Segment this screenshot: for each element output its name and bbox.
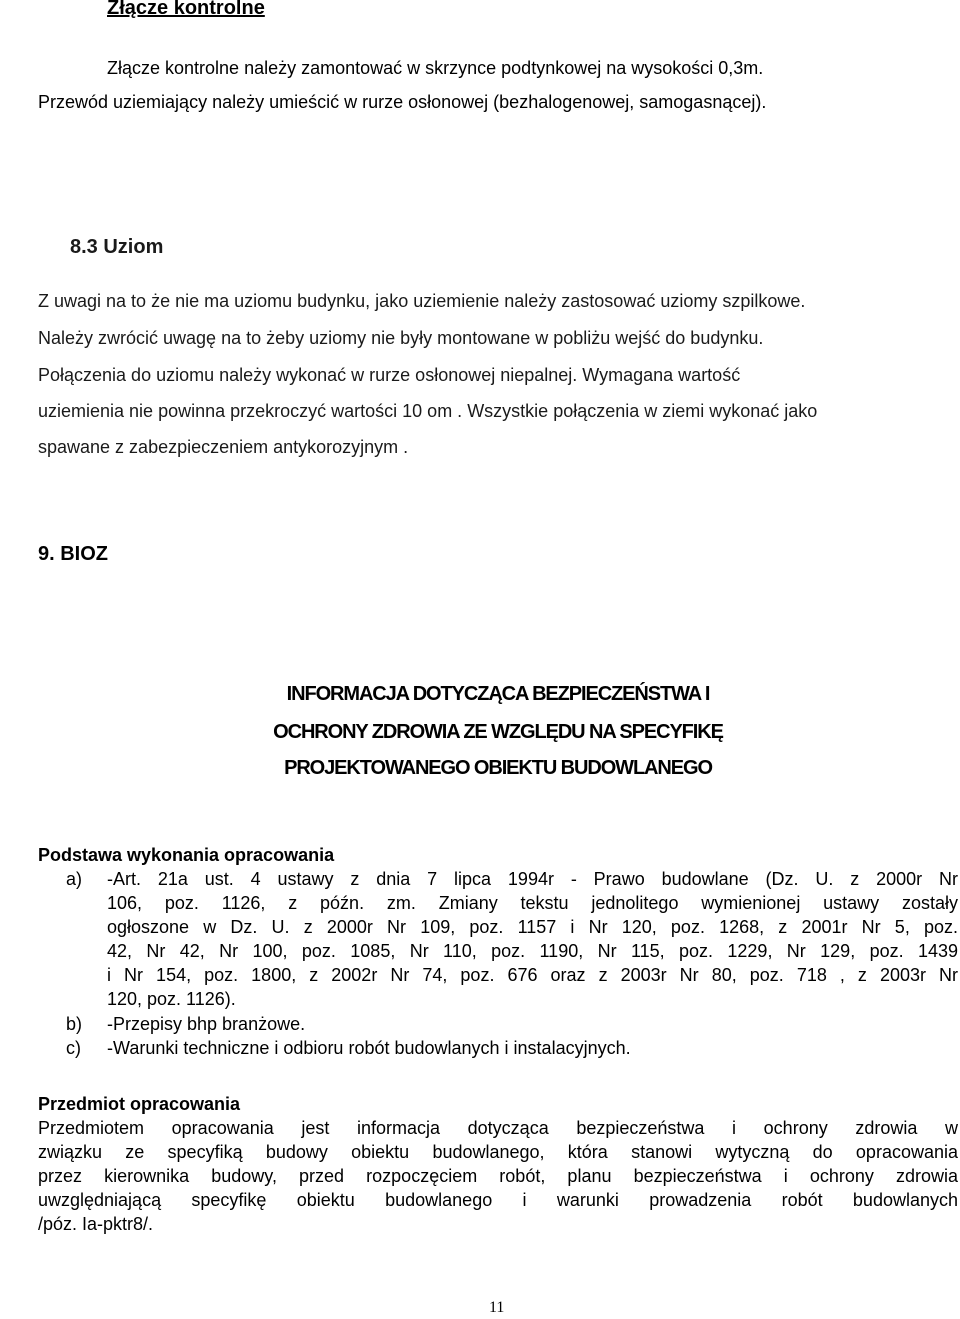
zlacze-line-2: Przewód uziemiający należy umieścić w rurze osłonowej (bezhalogenowej, samogasnącej). — [38, 92, 767, 112]
list-item-b: -Przepisy bhp branżowe. — [107, 1014, 306, 1034]
bioz-heading: 9. BIOZ — [38, 543, 109, 565]
uziom-line: Należy zwrócić uwagę na to żeby uziomy nie były montowane w pobliżu wejść do budynku. — [38, 328, 764, 348]
list-item-c: -Warunki techniczne i odbioru robót budowlanych i instalacyjnych. — [107, 1038, 631, 1058]
list-item-a-line: 120, poz. 1126). — [107, 989, 236, 1009]
uziom-line: Z uwagi na to że nie ma uziomu budynku, jako uziemienie należy zastosować uziomy szpilkowe. — [38, 291, 806, 311]
list-marker-a: a) — [66, 869, 83, 889]
przedmiot-line: Przedmiotem opracowania jest informacja dotycząca bezpieczeństwa i ochrony zdrowia w — [38, 1118, 958, 1138]
list-item-a-line: 106, poz. 1126, z późn. zm. Zmiany tekstu jednolitego wymienionej ustawy zostały — [107, 893, 958, 913]
uziom-line: uziemienia nie powinna przekroczyć wartości 10 om . Wszystkie połączenia w ziemi wykonać jako — [38, 401, 818, 421]
list-item-a-line: -Art. 21a ust. 4 ustawy z dnia 7 lipca 1994r - Prawo budowlane (Dz. U. z 2000r Nr — [107, 869, 958, 889]
przedmiot-line: uwzględniającą specyfikę obiektu budowlanego i warunki prowadzenia robót budowlanych — [38, 1190, 958, 1210]
list-item-a-line: ogłoszone w Dz. U. z 2000r Nr 109, poz. 1157 i Nr 120, poz. 1268, z 2001r Nr 5, poz. — [107, 917, 958, 937]
przedmiot-line: /póz. Ia-pktr8/. — [38, 1214, 154, 1234]
uziom-heading: 8.3 Uziom — [70, 236, 164, 258]
podstawa-heading: Podstawa wykonania opracowania — [38, 845, 335, 865]
zlacze-line-1: Złącze kontrolne należy zamontować w skrzynce podtynkowej na wysokości 0,3m. — [107, 58, 764, 78]
info-title-line: INFORMACJA DOTYCZĄCA BEZPIECZEŃSTWA I — [286, 683, 710, 705]
przedmiot-heading: Przedmiot opracowania — [38, 1094, 241, 1114]
section-title: Złącze kontrolne — [107, 0, 265, 19]
przedmiot-line: związku ze specyfiką budowy obiektu budowlanego, która stanowi wytyczną do opracowania — [38, 1142, 958, 1162]
info-title-line: OCHRONY ZDROWIA ZE WZGLĘDU NA SPECYFIKĘ — [273, 721, 723, 743]
list-marker-c: c) — [66, 1038, 81, 1058]
page-number: 11 — [489, 1299, 505, 1316]
list-item-a-line: 42, Nr 42, Nr 100, poz. 1085, Nr 110, poz. 1190, Nr 115, poz. 1229, Nr 129, poz. 1439 — [107, 941, 958, 961]
info-title-line: PROJEKTOWANEGO OBIEKTU BUDOWLANEGO — [284, 757, 712, 779]
uziom-line: Połączenia do uziomu należy wykonać w rurze osłonowej niepalnej. Wymagana wartość — [38, 365, 741, 385]
przedmiot-line: przez kierownika budowy, przed rozpoczęciem robót, planu bezpieczeństwa i ochrony zdrowia — [38, 1166, 958, 1186]
uziom-line: spawane z zabezpieczeniem antykorozyjnym . — [38, 437, 409, 457]
list-marker-b: b) — [66, 1014, 83, 1034]
list-item-a-line: i Nr 154, poz. 1800, z 2002r Nr 74, poz. 676 oraz z 2003r Nr 80, poz. 718 , z 2003r Nr — [107, 965, 958, 985]
